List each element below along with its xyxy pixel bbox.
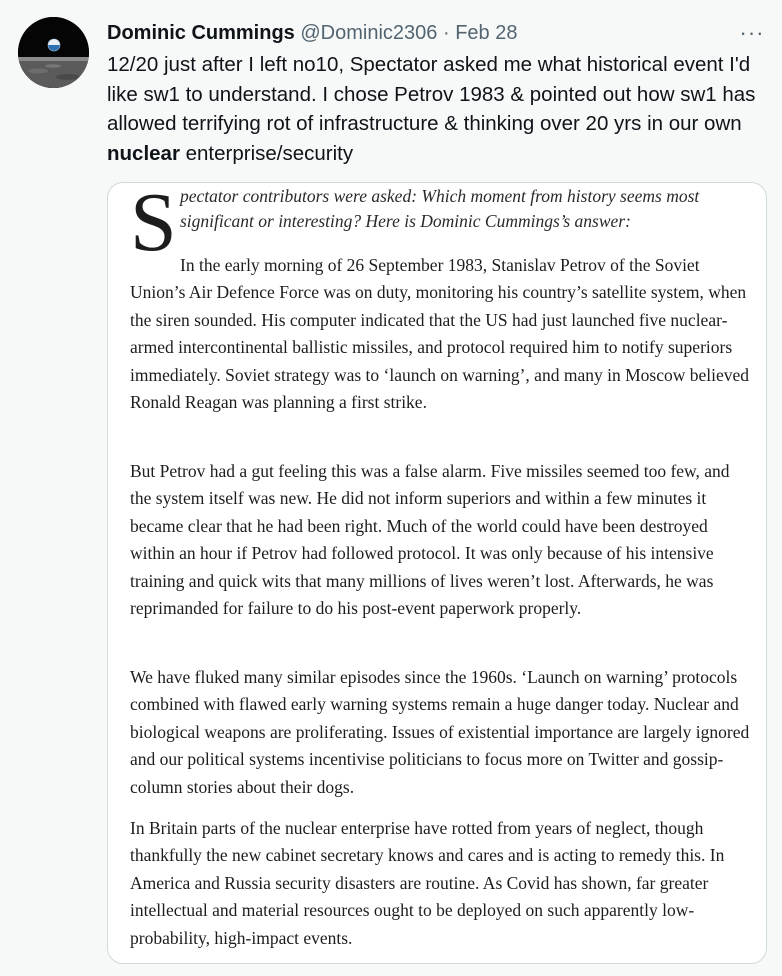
article-paragraph: We have fluked many similar episodes since the 1960s. ‘Launch on warning’ protocols combined with flawed early warning systems remain a huge danger today. Nuclear and biological weapons are proliferating. Issues of existential importance are largely ignored and our political systems incentivise politicians to focus more on Twitter and gossip-column stories about their dogs. (130, 667, 750, 797)
tweet-text (107, 50, 767, 168)
author-handle[interactable]: @Dominic2306 (300, 22, 438, 44)
earthrise-avatar-image (18, 17, 89, 88)
tweet-text-end: enterprise/security (179, 141, 354, 165)
avatar[interactable] (18, 17, 89, 88)
tweet-header (107, 20, 517, 46)
article-paragraph: But Petrov had a gut feeling this was a false alarm. Five missiles seemed too few, and the system itself was new. He did not inform superiors and within a few minutes it became clear that he had been right. Much of the world could have been destroyed within an hour if Petrov had followed protocol. It was only because of his intensive training and quick wits that many millions of lives weren’t lost. Afterwards, he was reprimanded for failure to do his post-event paperwork properly. (130, 461, 730, 619)
more-options-icon[interactable]: ··· (739, 20, 765, 45)
article-paragraph: In Britain parts of the nuclear enterprise have rotted from years of neglect, though thankfully the new cabinet secretary knows and cares and is acting to remedy this. In America and Russia security disasters are routine. As Covid has shown, far greater intellectual and material resources ought to be deployed on such apparently low-probability, high-impact events. (130, 818, 725, 948)
attached-image[interactable] (107, 182, 767, 964)
tweet-date[interactable]: Feb 28 (455, 22, 518, 44)
article-intro: pectator contributors were asked: Which moment from history seems most significant or interesting? Here is Dominic Cummings’s answer: (180, 186, 700, 231)
article-paragraph: In the early morning of 26 September 1983, Stanislav Petrov of the Soviet Union’s Air Defence Force was on duty, monitoring his country’s satellite system, when the siren sounded. His computer indicated that the US had just launched five nuclear-armed intercontinental ballistic missiles, and protocol required him to notify superiors immediately. Soviet strategy was to ‘launch on warning’, and many in Moscow believed Ronald Reagan was planning a first strike. (130, 255, 749, 413)
author-name[interactable]: Dominic Cummings (107, 22, 295, 44)
drop-cap: S (130, 182, 177, 269)
separator-dot: · (442, 22, 450, 44)
tweet-text-start: 12/20 just after I left no10, Spectator asked me what historical event I'd like sw1 to understand. I chose Petrov 1983 & pointed out how sw1 has allowed terrifying rot of infrastructure & thinking over 20 yrs in our own (107, 53, 762, 135)
tweet-text-highlight: nuclear (107, 141, 180, 165)
